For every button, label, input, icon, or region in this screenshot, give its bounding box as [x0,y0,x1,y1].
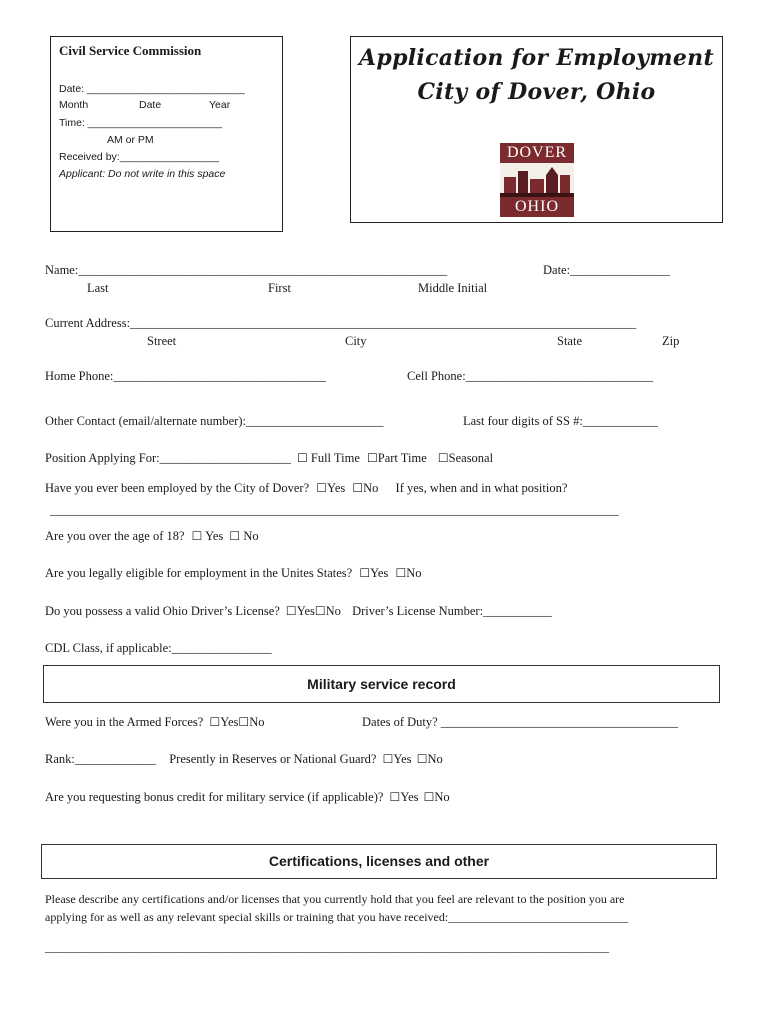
eligible-row [45,566,421,581]
armed-yes-label: Yes [220,715,239,729]
license-no-checkbox[interactable]: ☐ [314,604,326,618]
part-time-label: Part Time [377,451,427,465]
certs-heading-box [41,844,717,879]
ssn-field[interactable]: Last four digits of SS #:____________ [463,414,658,428]
office-date-day-label: Date [139,99,162,111]
office-note: Applicant: Do not write in this space [59,168,226,180]
address-state-label: State [557,334,582,348]
employed-answer-line[interactable]: ___________________________________________________________________________________________ [50,503,619,517]
bonus-question: Are you requesting bonus credit for military service (if applicable)? [45,790,384,804]
armed-no-label: No [249,715,265,729]
armed-forces-question: Were you in the Armed Forces? [45,715,204,729]
eligible-no-label: No [406,566,422,580]
logo-text-top: DOVER [500,143,574,163]
bonus-no-checkbox[interactable]: ☐ [423,790,435,804]
full-time-checkbox[interactable]: ☐ [296,451,308,465]
armed-forces-row [45,715,264,730]
eligible-yes-checkbox[interactable]: ☐ [359,566,371,580]
office-date-month-label: Month [59,99,89,111]
eligible-question: Are you legally eligible for employment in the Unites States? [45,566,353,580]
armed-no-checkbox[interactable]: ☐ [238,715,250,729]
office-use-box [50,36,283,232]
other-contact-field[interactable]: Other Contact (email/alternate number):______________________ [45,414,384,428]
military-heading: Military service record [307,676,456,692]
office-date-line[interactable]: Date: ___________________________ [59,83,245,95]
certs-answer-line[interactable]: ______________________________________________________________________________________________ [45,940,609,954]
office-time-line[interactable]: Time: _______________________ [59,117,223,129]
office-date-year-label: Year [209,99,231,111]
name-middle-label: Middle Initial [418,281,488,295]
license-yes-checkbox[interactable]: ☐ [285,604,297,618]
name-last-label: Last [87,281,109,295]
employed-yes-label: Yes [327,481,346,495]
name-first-label: First [268,281,291,295]
military-heading-box [43,665,720,703]
age-question: Are you over the age of 18? [45,529,185,543]
certs-description-line-1: Please describe any certifications and/or licenses that you currently hold that you feel are relevant to the position you are [45,892,625,906]
employed-followup: If yes, when and in what position? [395,481,568,495]
age-no-label: No [243,529,259,543]
logo-skyline-icon [500,163,574,197]
cell-phone-field[interactable]: Cell Phone:______________________________ [407,369,654,383]
age-yes-label: Yes [205,529,224,543]
certs-description-line-2[interactable]: applying for as well as any relevant special skills or training that you have received:______________________________ [45,910,629,924]
cdl-field[interactable]: CDL Class, if applicable:________________ [45,641,272,655]
bonus-yes-checkbox[interactable]: ☐ [389,790,401,804]
employed-question: Have you ever been employed by the City of Dover? [45,481,310,495]
license-yes-label: Yes [296,604,315,618]
rank-field[interactable]: Rank:_____________ [45,752,157,766]
reserves-yes-label: Yes [393,752,412,766]
position-row [45,451,493,466]
address-street-label: Street [147,334,177,348]
seasonal-checkbox[interactable]: ☐ [437,451,449,465]
full-time-label: Full Time [310,451,360,465]
employed-row [45,481,567,496]
certs-heading: Certifications, licenses and other [268,853,490,869]
title-box [350,36,723,223]
age-row [45,529,259,544]
license-number-field[interactable]: Driver’s License Number:___________ [352,604,552,618]
bonus-no-label: No [434,790,450,804]
bonus-yes-label: Yes [400,790,419,804]
reserves-yes-checkbox[interactable]: ☐ [382,752,394,766]
eligible-yes-label: Yes [370,566,389,580]
part-time-checkbox[interactable]: ☐ [367,451,378,465]
office-title: Civil Service Commission [59,43,202,58]
employed-no-label: No [363,481,379,495]
position-field[interactable]: Position Applying For:_____________________ [45,451,291,465]
age-yes-checkbox[interactable]: ☐ [191,529,203,543]
date-field[interactable]: Date:________________ [543,263,671,277]
address-field[interactable]: Current Address:_________________________________________________________________________________ [45,316,637,330]
dates-of-duty-field[interactable]: Dates of Duty? ______________________________________ [362,715,679,729]
logo-text-bottom: OHIO [500,197,574,217]
employed-yes-checkbox[interactable]: ☐ [316,481,328,495]
armed-yes-checkbox[interactable]: ☐ [209,715,221,729]
rank-row [45,752,443,767]
reserves-question: Presently in Reserves or National Guard? [169,752,377,766]
reserves-no-checkbox[interactable]: ☐ [416,752,428,766]
address-city-label: City [345,334,367,348]
city-logo [500,143,574,217]
office-received-line[interactable]: Received by:_________________ [59,151,219,163]
seasonal-label: Seasonal [448,451,494,465]
license-no-label: No [325,604,341,618]
license-row [45,604,552,619]
bonus-row [45,790,450,805]
address-zip-label: Zip [662,334,680,348]
employed-no-checkbox[interactable]: ☐ [352,481,364,495]
office-am-pm: AM or PM [107,134,154,146]
page-title: Application for Employment [359,45,714,71]
page-subtitle: City of Dover, Ohio [417,79,656,105]
name-field[interactable]: Name:___________________________________________________________ [45,263,448,277]
eligible-no-checkbox[interactable]: ☐ [395,566,407,580]
license-question: Do you possess a valid Ohio Driver’s License? [45,604,280,618]
home-phone-field[interactable]: Home Phone:__________________________________ [45,369,326,383]
age-no-checkbox[interactable]: ☐ [229,529,241,543]
reserves-no-label: No [427,752,443,766]
